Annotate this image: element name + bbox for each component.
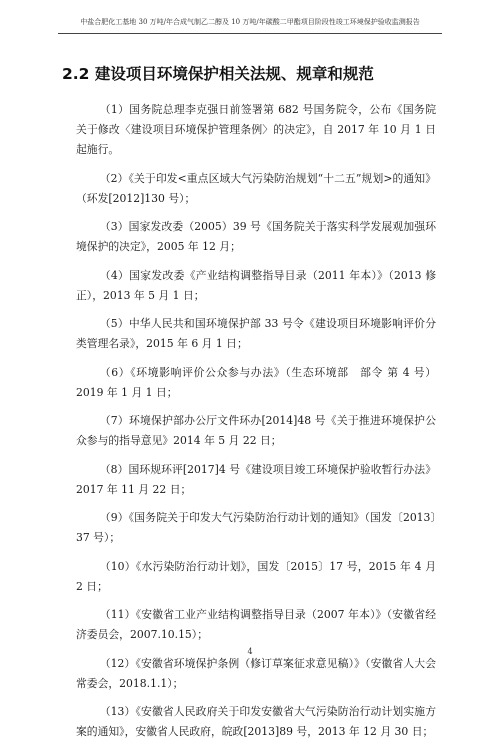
regulation-item-5: （5）中华人民共和国环境保护部 33 号令《建设项目环境影响评价分类管理名录》，2015 年 6 月 1 日； xyxy=(76,317,436,350)
regulation-item-7: （7）环境保护部办公厅文件环办[2014]48 号《关于推进环境保护公众参与的指导意见》2014 年 5 月 22 日； xyxy=(76,414,436,447)
section-title: 2.2 建设项目环境保护相关法规、规章和规范 xyxy=(62,65,374,83)
regulation-item-8: （8）国环规环评[2017]4 号《建设项目竣工环境保护验收暂行办法》2017 年 11 月 22 日； xyxy=(76,462,436,496)
regulation-item-10: （10）《水污染防治行动计划》，国发〔2015〕17 号，2015 年 4 月 2 日； xyxy=(76,559,436,593)
page-number: 4 xyxy=(247,647,253,656)
header-divider xyxy=(58,33,442,34)
regulation-item-13: （13）《安徽省人民政府关于印发安徽省大气污染防治行动计划实施方案的通知》，安徽省人民政府，皖政[2013]89 号，2013 年 12 月 30 日； xyxy=(76,705,436,738)
regulation-item-11: （11）《安徽省工业产业结构调整指导目录（2007 年本）》（安徽省经济委员会，2007.10.15）； xyxy=(76,608,436,641)
regulation-item-3: （3）国家发改委（2005）39 号《国务院关于落实科学发展观加强环境保护的决定》，2005 年 12 月； xyxy=(76,220,436,253)
regulation-item-4: （4）国家发改委《产业结构调整指导目录（2011 年本）》（2013 修正），2013 年 5 月 1 日； xyxy=(76,268,436,302)
regulation-item-2: （2）《关于印发<重点区域大气污染防治规划“十二五”规划>的通知》（环发[2012]130 号）； xyxy=(76,171,436,205)
regulation-item-12: （12）《安徽省环境保护条例（修订草案征求意见稿）》（安徽省人大会常委会，2018.1.1）； xyxy=(76,656,436,690)
regulation-item-1: （1）国务院总理李克强日前签署第 682 号国务院令，公布《国务院关于修改〈建设项目环境保护管理条例〉的决定》，自 2017 年 10 月 1 日起施行。 xyxy=(76,103,436,156)
regulation-item-6: （6）《环境影响评价公众参与办法》（生态环境部 部令 第 4 号）2019 年 1 月 1 日； xyxy=(76,365,436,399)
running-header: 中盐合肥化工基地 30 万吨/年合成气制乙二醇及 10 万吨/年碳酸二甲酯项目阶段性竣工环境保护验收监测报告 xyxy=(80,18,420,26)
regulation-item-9: （9）《国务院关于印发大气污染防治行动计划的通知》（国发〔2013〕37 号）； xyxy=(76,511,436,544)
